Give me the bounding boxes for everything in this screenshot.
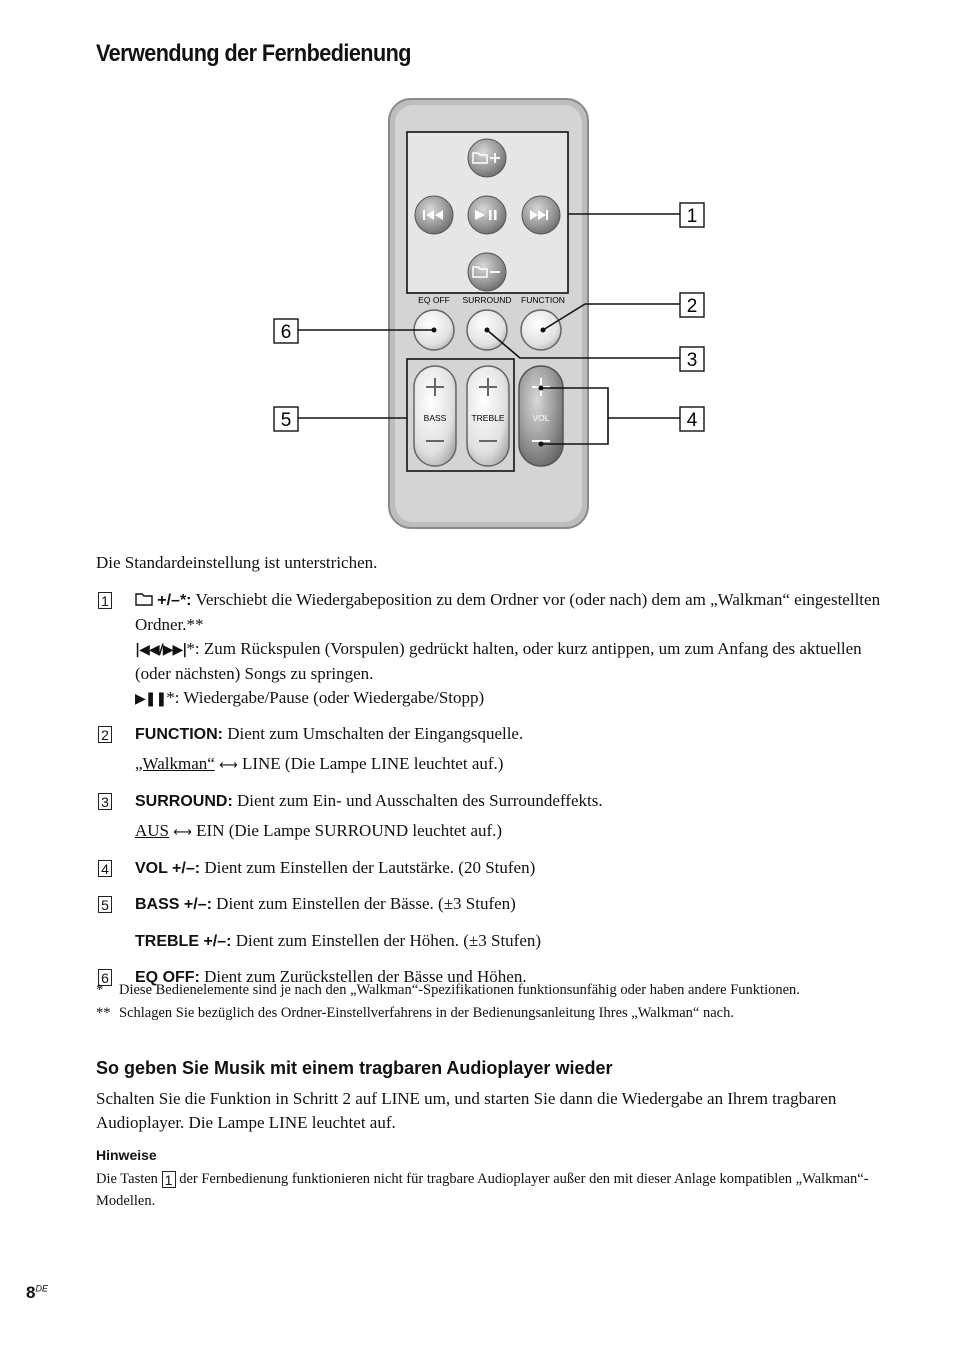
callout-4: 4 — [686, 410, 698, 431]
intro-text: Die Standardeinstellung ist unterstrichen. — [96, 553, 378, 572]
callout-1: 1 — [686, 206, 698, 227]
folder-description: Verschiebt die Wiedergabeposition zu dem Ordner vor (oder nach) dem am „Walkman“ eingestellten Ordner.** — [135, 590, 881, 634]
vol-key: VOL +/–: — [135, 860, 201, 877]
page-number-value: 8 — [26, 1283, 36, 1302]
hints-pre: Die Tasten — [96, 1171, 162, 1187]
subsection-text: Schalten Sie die Funktion in Schritt 2 auf LINE um, und starten Sie dann die Wiedergabe an Ihrem tragbaren Audioplayer. Die Lampe LINE leuchtet auf. — [96, 1089, 837, 1132]
item-2 — [96, 722, 896, 778]
treble-label: TREBLE — [471, 413, 505, 423]
hints-post: der Fernbedienung funktionieren nicht für tragbare Audioplayer außer den mit dieser Anlage kompatiblen „Walkman“-Modellen. — [96, 1171, 869, 1209]
footnote — [96, 1003, 876, 1024]
surround-default: AUS — [135, 821, 170, 840]
toggle-arrow-icon: ⟷ — [219, 758, 238, 773]
folder-plus-button — [468, 139, 506, 177]
prev-next-description: Zum Rückspulen (Vorspulen) gedrückt halten, oder kurz antippen, um zum Anfang des aktuellen (oder nächsten) Songs zu springen. — [135, 639, 862, 683]
play-pause-icon: ▶❚❚ — [135, 691, 167, 707]
bass-label: BASS — [423, 413, 447, 423]
prev-next-icon: |◀◀/▶▶| — [135, 642, 187, 658]
function-key: FUNCTION: — [135, 726, 223, 743]
function-alternative: LINE (Die Lampe LINE leuchtet auf.) — [237, 754, 504, 773]
page-language: DE — [35, 1283, 48, 1294]
vol-description: Dient zum Einstellen der Lautstärke. (20 Stufen) — [200, 858, 536, 877]
page-title: Verwendung der Fernbedienung — [96, 40, 411, 67]
play-pause-button — [468, 196, 506, 234]
vol-label: VOL — [532, 413, 550, 423]
treble-key: TREBLE +/–: — [135, 933, 232, 950]
item-number: 6 — [98, 969, 112, 986]
folder-key: +/–*: — [157, 592, 192, 609]
page-number — [26, 1283, 48, 1303]
callout-5: 5 — [280, 410, 292, 431]
previous-track-button — [415, 196, 453, 234]
folder-icon — [135, 593, 153, 606]
footnote — [96, 980, 876, 1001]
folder-minus-button — [468, 253, 506, 291]
item-5 — [96, 892, 896, 954]
callout-2: 2 — [686, 296, 698, 317]
footnote-text: Diese Bedienelemente sind je nach den „Walkman“-Spezifikationen funktionsunfähig oder haben andere Funktionen. — [119, 982, 800, 998]
item-number: 3 — [98, 793, 112, 810]
toggle-arrow-icon: ⟷ — [173, 825, 192, 840]
eq-off-key: EQ OFF: — [135, 969, 200, 986]
surround-alternative: EIN (Die Lampe SURROUND leuchtet auf.) — [191, 821, 503, 840]
footnote-text: Schlagen Sie bezüglich des Ordner-Einstellverfahrens in der Bedienungsanleitung Ihres „Walkman“ nach. — [119, 1005, 734, 1021]
hints-number: 1 — [162, 1171, 176, 1188]
function-default: „Walkman“ — [135, 754, 215, 773]
bass-key: BASS +/–: — [135, 896, 212, 913]
surround-description: Dient zum Ein- und Ausschalten des Surroundeffekts. — [232, 791, 603, 810]
surround-key-label: SURROUND — [462, 295, 512, 305]
prev-next-star: *: — [186, 639, 200, 658]
footnote-mark: * — [96, 982, 104, 998]
item-number: 2 — [98, 726, 112, 743]
function-description: Dient zum Umschalten der Eingangsquelle. — [222, 724, 524, 743]
hints-title: Hinweise — [96, 1147, 157, 1163]
item-1 — [96, 588, 896, 711]
item-4 — [96, 856, 896, 881]
next-track-button — [522, 196, 560, 234]
play-pause-star: *: — [166, 688, 180, 707]
eq-off-description: Dient zum Zurückstellen der Bässe und Höhen. — [199, 967, 527, 986]
eq-off-key-label: EQ OFF — [418, 295, 450, 305]
callout-6: 6 — [280, 322, 292, 343]
treble-description: Dient zum Einstellen der Höhen. (±3 Stufen) — [231, 931, 542, 950]
button-descriptions — [96, 588, 896, 990]
hints-text — [96, 1168, 876, 1212]
subsection-title: So geben Sie Musik mit einem tragbaren Audioplayer wieder — [96, 1058, 613, 1078]
item-3 — [96, 789, 896, 845]
play-pause-description: Wiedergabe/Pause (oder Wiedergabe/Stopp) — [179, 688, 485, 707]
footnote-mark: ** — [96, 1005, 111, 1021]
surround-key: SURROUND: — [135, 793, 233, 810]
function-key-label: FUNCTION — [521, 295, 565, 305]
bass-description: Dient zum Einstellen der Bässe. (±3 Stufen) — [211, 894, 516, 913]
item-number: 1 — [98, 592, 112, 609]
callout-3: 3 — [686, 350, 698, 371]
remote-control-illustration — [0, 0, 954, 540]
footnotes — [96, 980, 876, 1024]
item-number: 5 — [98, 896, 112, 913]
item-number: 4 — [98, 860, 112, 877]
